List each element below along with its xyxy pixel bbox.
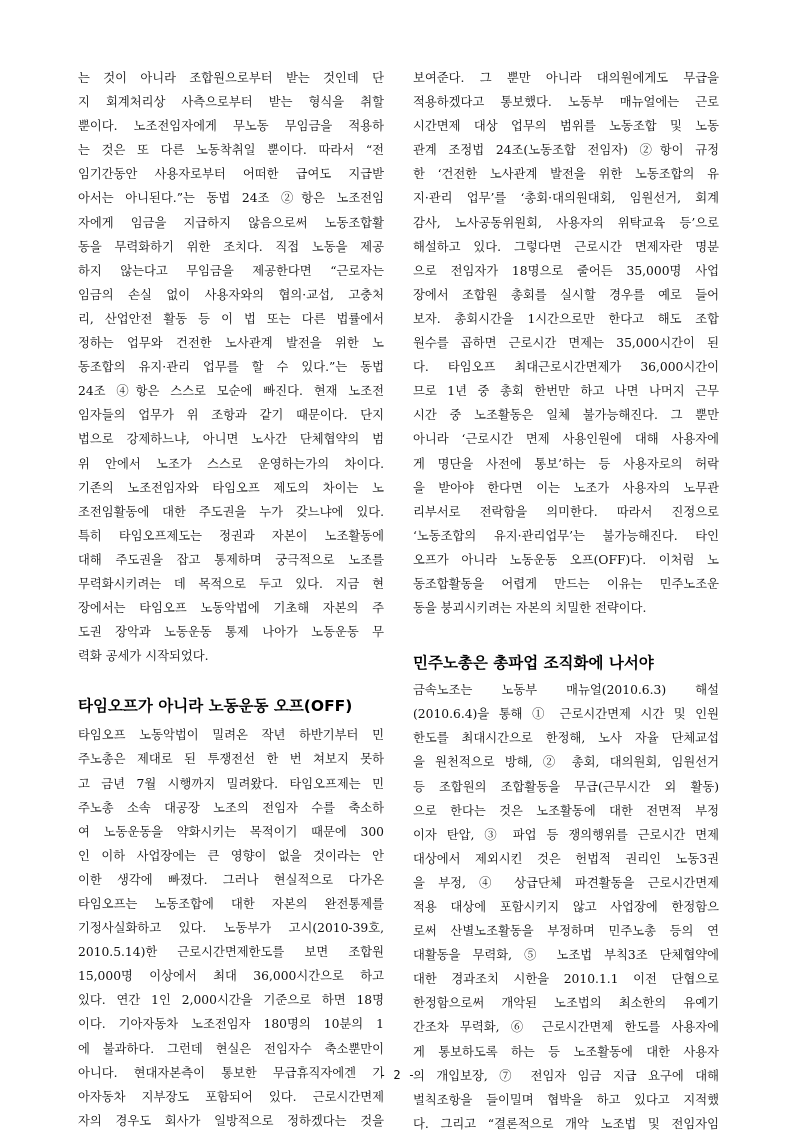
text-line: 을 부정, ④ 상급단체 파견활동을 근로시간면제: [413, 875, 719, 890]
text-line: 으로 한다는 것은 노조활동에 대한 전면적 부정: [413, 803, 719, 818]
text-line: 으로 전임자가 18명으로 줄어든 35,000명 사업: [413, 263, 719, 278]
text-line: 지 회계처리상 사측으로부터 받는 형식을 취할: [78, 95, 384, 110]
text-line: 한정함으로써 개악된 노조법의 최소한의 유예기: [413, 996, 719, 1011]
text-line: 임자들의 업무가 위 조항과 같기 때문이다. 단지: [78, 408, 384, 423]
text-line: 장에서 조합원 총회를 실시할 경우를 예로 들어: [413, 287, 719, 302]
text-line: 대한 경과조치 시한을 2010.1.1 이전 단협으로: [413, 972, 719, 987]
left-paragraph-1: [78, 66, 384, 668]
text-line: 도권 장악과 노동운동 통제 나아가 노동운동 무: [78, 625, 384, 640]
text-line: 한 ‘건전한 노사관계 발전을 위한 노동조합의 유: [413, 167, 719, 182]
text-line: ‘노동조합의 유지·관리업무’는 불가능해진다. 타인: [413, 528, 719, 543]
text-line: 적용 대상에 포함시키지 않고 사업장에 한정함으: [413, 900, 719, 914]
text-line: 이다. 기아자동차 노조전임자 180명의 10분의 1: [78, 1017, 384, 1032]
text-line: 아니다. 현대자본측이 통보한 무급휴직자에겐 기: [78, 1065, 384, 1080]
text-line: 자의 경우도 회사가 일방적으로 정하겠다는 것을: [78, 1113, 384, 1128]
text-line: 적용하겠다고 통보했다. 노동부 매뉴얼에는 근로: [413, 95, 719, 110]
text-line: 감사, 노사공동위원회, 사용자의 위탁교육 등’으로: [413, 215, 719, 230]
text-line: 동을 붕괴시키려는 자본의 치밀한 전략이다.: [413, 601, 647, 616]
text-line: 아서는 아니된다.”는 동법 24조 ②항은 노조전임: [78, 191, 384, 206]
text-line: 대해 주도권을 잡고 통제하며 궁극적으로 노조를: [78, 552, 384, 567]
text-line: 정하는 업무와 건전한 노사관계 발전을 위한 노: [78, 336, 384, 351]
text-line: 다. 타임오프 최대근로시간면제가 36,000시간이: [413, 360, 719, 375]
text-line: 기정사실화하고 있다. 노동부가 고시(2010-39호,: [78, 921, 384, 936]
text-line: 에 불과하다. 그런데 현실은 전임자수 축소뿐만이: [78, 1041, 384, 1056]
text-line: 보여준다. 그 뿐만 아니라 대의원에게도 무급을: [413, 71, 719, 85]
text-line: 시간 중 노조활동은 일체 불가능해진다. 그 뿐만: [413, 408, 719, 423]
section-heading-time-off: 타임오프가 아니라 노동운동 오프(OFF): [78, 697, 353, 716]
text-line: 지·관리 업무’를 ‘총회·대의원대회, 임원선거, 회계: [413, 191, 719, 206]
text-line: 2010.5.14)한 근로시간면제한도를 보면 조합원: [78, 945, 384, 960]
text-line: 동을 무력화하기 위한 조치다. 직접 노동을 제공: [78, 239, 384, 254]
text-line: 법으로 강제하느냐, 아니면 노사간 단체협약의 범: [78, 432, 384, 447]
text-line: 있다. 연간 1인 2,000시간을 기준으로 하면 18명: [78, 993, 384, 1008]
text-line: 을 원천적으로 방해, ② 총회, 대의원회, 임원선거: [413, 755, 719, 770]
text-line: 대상에서 제외시킨 것은 헌법적 권리인 노동3권: [413, 851, 719, 866]
text-line: 장에서는 타임오프 노동악법에 기초해 자본의 주: [78, 601, 384, 616]
text-line: 의 개입보장, ⑦ 전임자 임금 지급 요구에 대해: [413, 1068, 719, 1083]
text-line: 아자동차 지부장도 포함되어 있다. 근로시간면제: [78, 1089, 384, 1104]
text-line: 게 통보하도록 하는 등 노조활동에 대한 사용자: [413, 1044, 719, 1059]
text-line: 타임오프 노동악법이 밀려온 작년 하반기부터 민: [78, 728, 384, 743]
text-line: 특히 타임오프제도는 정권과 자본이 노조활동에: [78, 528, 384, 543]
section-heading-general-strike: 민주노총은 총파업 조직화에 나서야: [413, 654, 654, 673]
text-line: 이자 탄압, ③ 파업 등 쟁의행위를 근로시간 면제: [413, 827, 719, 842]
text-line: 오프가 아니라 노동운동 오프(OFF)다. 이처럼 노: [413, 552, 719, 567]
text-line: 임기간동안 사용자로부터 어떠한 급여도 지급받: [78, 167, 384, 182]
text-line: 한도를 최대시간으로 한정해, 노사 자율 단체교섭: [413, 731, 719, 746]
text-line: 리부서로 전락함을 의미한다. 따라서 진정으로: [413, 504, 719, 519]
text-line: 기존의 노조전임자와 타임오프 제도의 차이는 노: [78, 480, 384, 495]
text-line: 인 이하 사업장에는 큰 영향이 없을 것이라는 안: [78, 848, 384, 863]
text-line: (2010.6.4)을 통해 ① 근로시간면제 시간 및 인원: [413, 707, 719, 722]
left-column: [78, 66, 384, 1133]
text-line: 무력화시키려는 데 목적으로 두고 있다. 지금 현: [78, 576, 384, 591]
text-line: 금속노조는 노동부 매뉴얼(2010.6.3) 해설: [413, 683, 719, 698]
text-line: 등 조합원의 조합활동을 무급(근무시간 외 활동): [413, 779, 719, 794]
text-line: 15,000명 이상에서 최대 36,000시간으로 하고: [78, 969, 384, 984]
text-line: 대활동을 무력화, ⑤ 노조법 부칙3조 단체협약에: [413, 948, 719, 963]
text-line: 뿐이다. 노조전임자에게 무노동 무임금을 적용하: [78, 119, 384, 134]
text-line: 고 금년 7월 시행까지 밀려왔다. 타임오프제는 민: [78, 776, 384, 791]
text-line: 는 것은 또 다른 노동착취일 뿐이다. 따라서 “전: [78, 143, 384, 158]
text-line: 다. 그리고 “결론적으로 개악 노조법 및 전임자임: [413, 1116, 719, 1131]
page-number: - 2 -: [378, 1068, 416, 1082]
text-line: 타임오프는 노동조합에 대한 자본의 완전통제를: [78, 897, 384, 911]
text-line: 동조합활동을 어렵게 만드는 이유는 민주노조운: [413, 576, 719, 591]
text-line: 이한 생각에 빠졌다. 그러나 현실적으로 다가온: [78, 872, 384, 887]
text-line: 므로 1년 중 총회 한번만 하고 나면 나머지 근무: [413, 384, 719, 399]
text-line: 위 안에서 노조가 스스로 운영하는가의 차이다.: [78, 456, 384, 471]
text-line: 아니라 ‘근로시간 면제 사용인원에 대해 사용자에: [413, 432, 719, 447]
text-line: 로써 산별노조활동을 부정하며 민주노총 등의 연: [413, 924, 719, 939]
text-line: 관계 조정법 24조(노동조합 전임자) ②항이 규정: [413, 143, 719, 158]
right-column: [413, 66, 719, 1136]
right-paragraph-1: [413, 66, 719, 620]
text-line: 하지 않는다고 무임금을 제공한다면 “근로자는: [78, 263, 384, 278]
text-line: 보자. 총회시간을 1시간으로만 한다고 해도 조합: [413, 311, 719, 326]
text-line: 간조차 무력화, ⑥ 근로시간면제 한도를 사용자에: [413, 1020, 719, 1035]
text-line: 임금의 손실 없이 사용자와의 협의·교섭, 고충처: [78, 287, 384, 302]
text-line: 시간면제 대상 업무의 범위를 노동조합 및 노동: [413, 119, 719, 134]
text-line: 는 것이 아니라 조합원으로부터 받는 것인데 단: [78, 71, 384, 85]
text-line: 자에게 임금을 지급하지 않음으로써 노동조합활: [78, 215, 384, 230]
text-line: 원수를 곱하면 근로시간 면제는 35,000시간이 된: [413, 336, 719, 351]
text-line: 게 명단을 사전에 통보’하는 등 사용자로의 허락: [413, 456, 719, 471]
text-line: 조전임활동에 대한 주도권을 누가 갖느냐에 있다.: [78, 504, 384, 519]
text-line: 벌칙조항을 들이밀며 협박을 하고 있다고 지적했: [413, 1092, 719, 1107]
text-line: 을 받아야 한다면 이는 노조가 사용자의 노무관: [413, 480, 719, 495]
text-line: 주노총 소속 대공장 노조의 전임자 수를 축소하: [78, 800, 384, 815]
text-line: 주노총은 제대로 된 투쟁전선 한 번 쳐보지 못하: [78, 752, 384, 767]
text-line: 24조 ④항은 스스로 모순에 빠진다. 현재 노조전: [78, 384, 384, 399]
text-line: 리, 산업안전 활동 등 이 법 또는 다른 법률에서: [78, 311, 384, 326]
text-line: 동조합의 유지·관리 업무를 할 수 있다.”는 동법: [78, 360, 384, 375]
text-line: 해설하고 있다. 그렇다면 근로시간 면제자란 명분: [413, 239, 719, 254]
text-line: 여 노동운동을 약화시키는 목적이기 때문에 300: [78, 824, 384, 839]
text-line: 력화 공세가 시작되었다.: [78, 649, 209, 664]
